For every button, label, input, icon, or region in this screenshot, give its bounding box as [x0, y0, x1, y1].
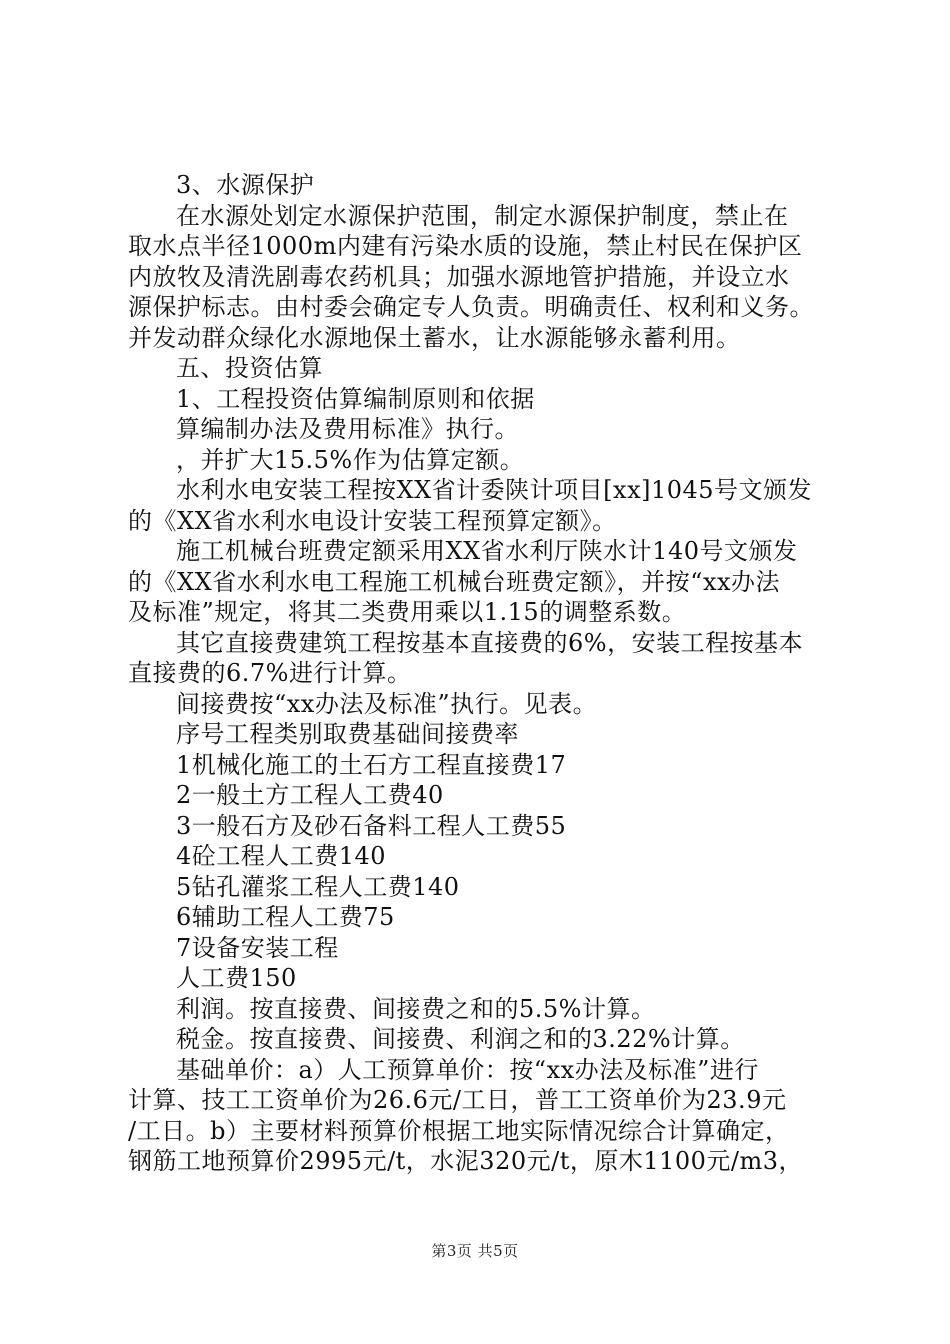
- text-line: 3、水源保护: [176, 171, 315, 199]
- text-line: 7设备安装工程: [176, 933, 339, 962]
- text-line: 内放牧及清洗剧毒农药机具；加强水源地管护措施，并设立水: [128, 262, 790, 291]
- text-line: 直接费的6.7%进行计算。: [128, 659, 412, 687]
- text-line: 并发动群众绿化水源地保土蓄水，让水源能够永蓄利用。: [128, 323, 741, 352]
- text-line: 取水点半径1000m内建有污染水质的设施，禁止村民在保护区: [128, 232, 803, 260]
- text-line: 利润。按直接费、间接费之和的5.5%计算。: [176, 994, 656, 1023]
- text-line: 6辅助工程人工费75: [176, 903, 395, 931]
- text-line: 1机械化施工的土石方工程直接费17: [176, 750, 567, 779]
- text-line: 基础单价：a）人工预算单价：按“xx办法及标准”进行: [176, 1055, 759, 1084]
- text-line: 算编制办法及费用标准》执行。: [176, 415, 519, 443]
- text-line: 人工费150: [176, 964, 297, 992]
- text-line: 的《XX省水利水电设计安装工程预算定额》。: [128, 506, 617, 535]
- text-line: 1、工程投资估算编制原则和依据: [176, 384, 535, 413]
- text-line: 在水源处划定水源保护范围，制定水源保护制度，禁止在: [176, 201, 789, 230]
- text-line: 3一般石方及砂石备料工程人工费55: [176, 811, 567, 840]
- text-line: ，并扩大15.5%作为估算定额。: [176, 445, 525, 474]
- text-line: 序号工程类别取费基础间接费率: [176, 720, 519, 748]
- text-line: 的《XX省水利水电工程施工机械台班费定额》，并按“xx办法: [128, 567, 781, 596]
- text-line: 五、投资估算: [176, 354, 323, 382]
- document-body: [128, 170, 848, 1177]
- text-line: 间接费按“xx办法及标准”执行。见表。: [176, 689, 598, 718]
- text-line: /工日。b）主要材料预算价根据工地实际情况综合计算确定，: [128, 1116, 790, 1145]
- text-line: 施工机械台班费定额采用XX省水利厅陕水计140号文颁发: [176, 537, 798, 565]
- text-line: 4砼工程人工费140: [176, 842, 387, 870]
- page-footer: 第3页 共5页: [431, 1242, 519, 1260]
- text-line: 税金。按直接费、间接费、利润之和的3.22%计算。: [176, 1025, 745, 1053]
- text-line: 及标准”规定，将其二类费用乘以1.15的调整系数。: [128, 598, 687, 626]
- text-line: 源保护标志。由村委会确定专人负责。明确责任、权利和义务。: [128, 293, 814, 321]
- text-line: 水利水电安装工程按XX省计委陕计项目[xx]1045号文颁发: [176, 476, 813, 504]
- text-line: 其它直接费建筑工程按基本直接费的6%，安装工程按基本: [176, 628, 804, 657]
- text-line: 5钻孔灌浆工程人工费140: [176, 872, 460, 901]
- text-line: 钢筋工地预算价2995元/t，水泥320元/t，原木1100元/m3，: [128, 1147, 804, 1175]
- text-line: 计算、技工工资单价为26.6元/工日，普工工资单价为23.9元: [128, 1086, 787, 1114]
- text-line: 2一般土方工程人工费40: [176, 781, 444, 809]
